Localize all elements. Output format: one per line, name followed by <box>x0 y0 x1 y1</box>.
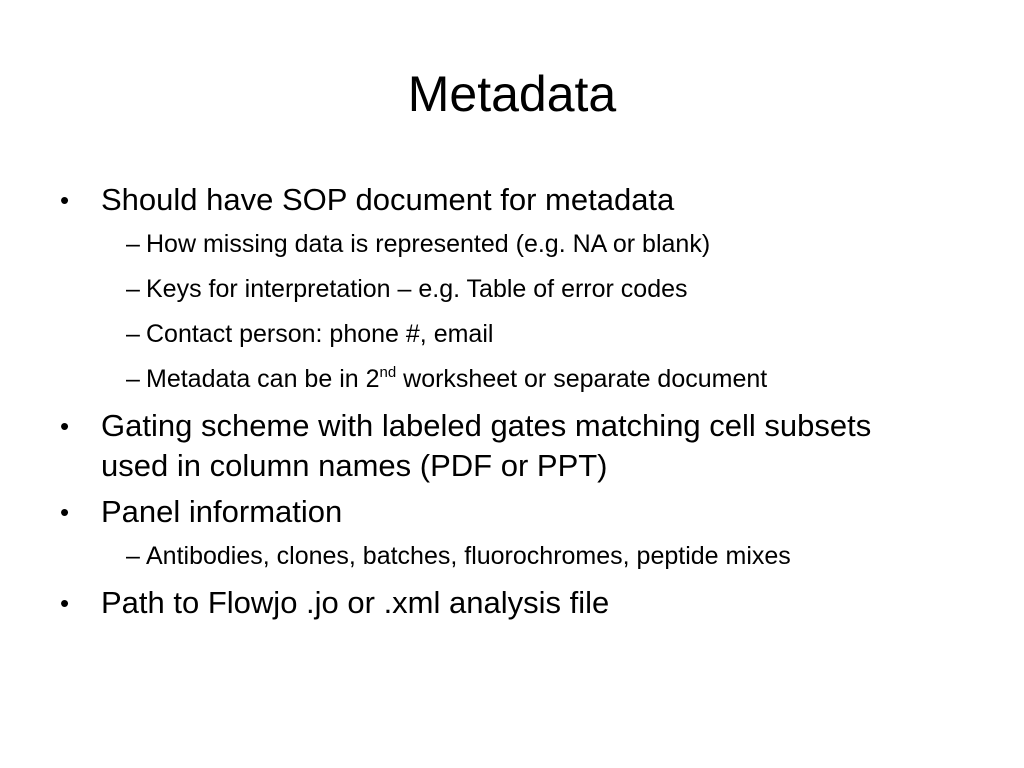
bullet-item <box>60 583 980 623</box>
dash-icon: – <box>126 365 140 393</box>
bullet-icon: • <box>60 588 70 618</box>
bullet-item <box>60 180 980 220</box>
bullet-text-line-1: Gating scheme with labeled gates matching cell subsets <box>101 408 872 443</box>
sub-bullet-item <box>60 271 980 307</box>
sub-bullet-item <box>60 316 980 352</box>
dash-icon: – <box>126 230 140 258</box>
bullet-text: Should have SOP document for metadata <box>101 182 675 217</box>
bullet-text: Path to Flowjo .jo or .xml analysis file <box>101 585 610 620</box>
sub-bullet-item <box>60 538 980 574</box>
dash-icon: – <box>126 542 140 570</box>
bullet-item <box>60 492 980 532</box>
bullet-item <box>60 406 980 486</box>
ordinal-suffix: nd <box>379 364 397 381</box>
bullet-icon: • <box>60 497 70 527</box>
bullet-text-line-2: used in column names (PDF or PPT) <box>101 448 608 483</box>
sub-bullet-text-after: worksheet or separate document <box>396 365 768 393</box>
bullet-icon: • <box>60 185 70 215</box>
bullet-list <box>60 180 980 629</box>
sub-bullet-text: Keys for interpretation – e.g. Table of error codes <box>146 275 688 303</box>
sub-bullet-item <box>60 226 980 262</box>
sub-bullet-item <box>60 361 980 397</box>
bullet-icon: • <box>60 411 70 441</box>
dash-icon: – <box>126 320 140 348</box>
sub-bullet-text: Antibodies, clones, batches, fluorochromes, peptide mixes <box>146 542 791 570</box>
sub-bullet-text: How missing data is represented (e.g. NA or blank) <box>146 230 711 258</box>
bullet-text: Panel information <box>101 494 343 529</box>
sub-bullet-text-before: Metadata can be in 2 <box>146 365 380 393</box>
sub-bullet-text <box>146 365 767 393</box>
sub-bullet-text: Contact person: phone #, email <box>146 320 494 348</box>
dash-icon: – <box>126 275 140 303</box>
slide-title: Metadata <box>407 66 617 122</box>
